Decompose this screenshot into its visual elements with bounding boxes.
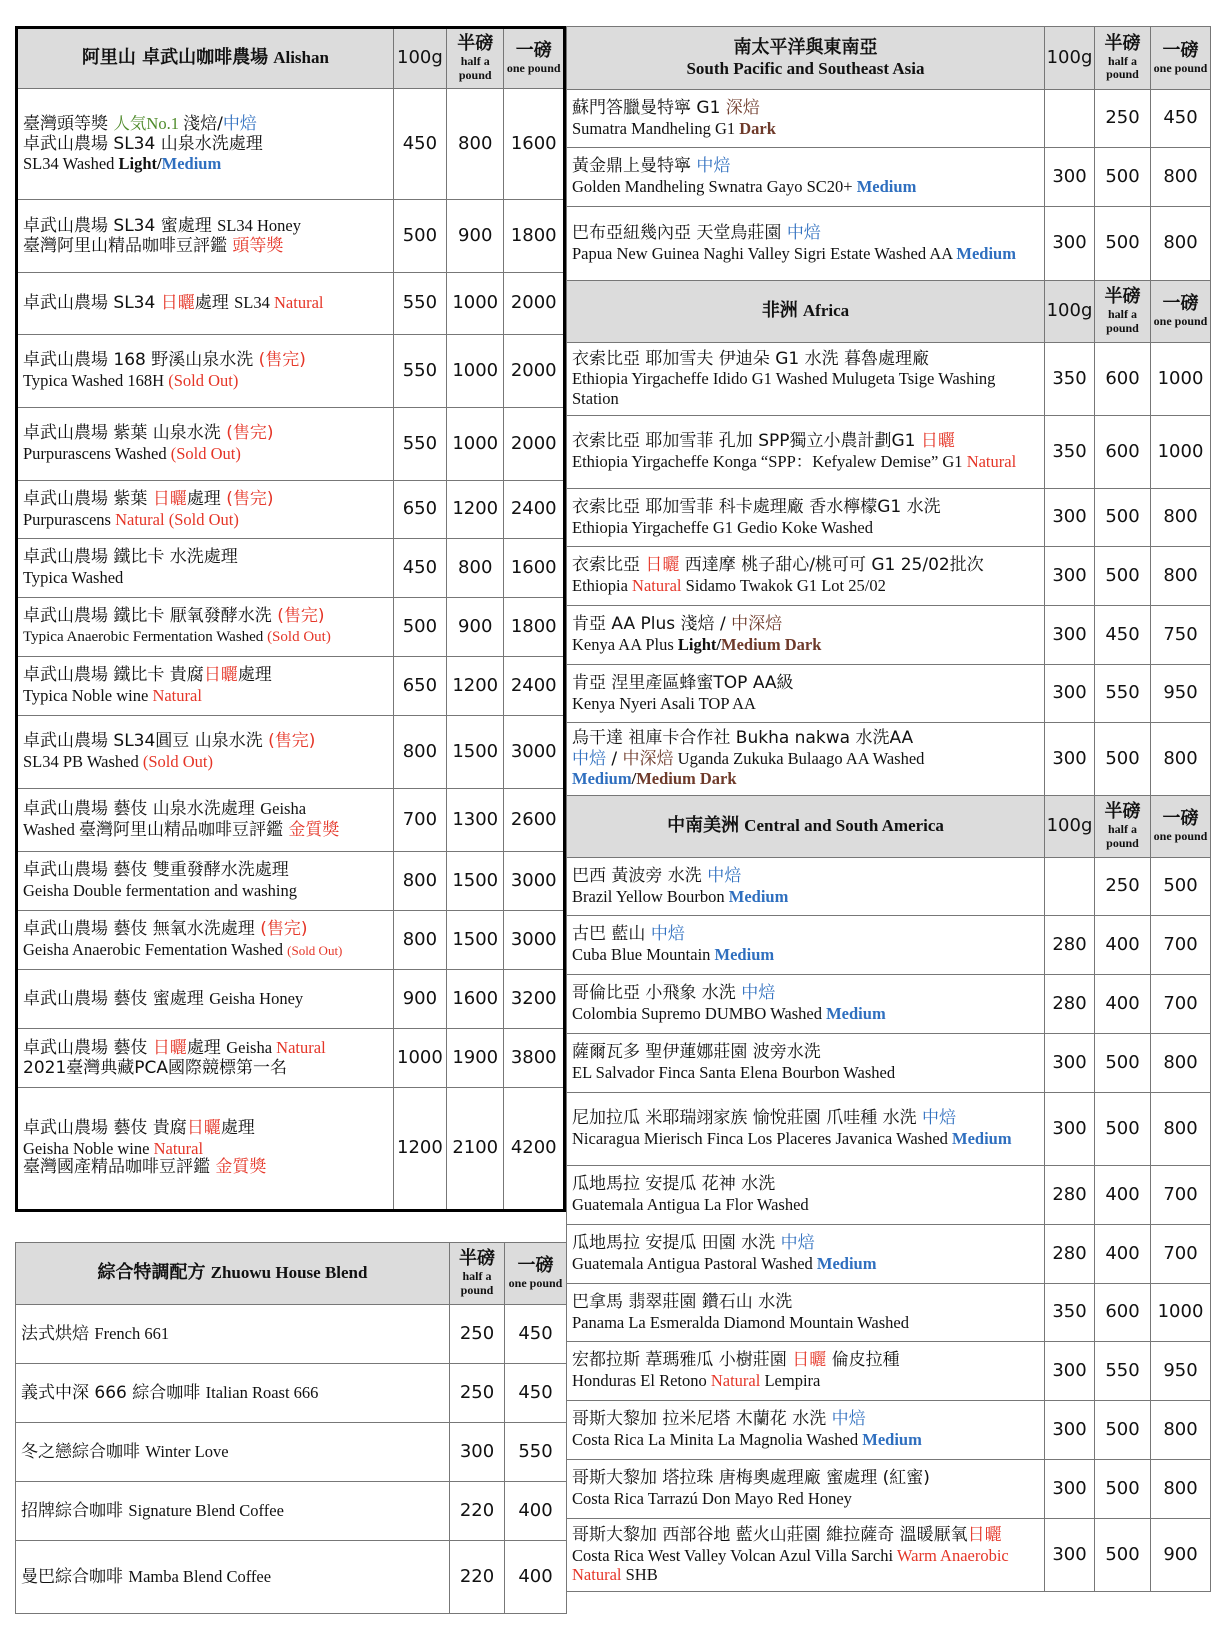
price-half: 400	[1095, 1225, 1151, 1284]
item-name: 衣索比亞 耶加雪菲 孔加 SPP獨立小農計劃G1 日曬 Ethiopia Yirgacheffe Konga “SPP：Kefyalew Demise” G1 Natural	[567, 416, 1045, 489]
price-100g: 300	[1045, 1342, 1095, 1401]
item-name: 義式中深 666 綜合咖啡 Italian Roast 666	[16, 1364, 450, 1423]
item-name: 古巴 藍山 中焙 Cuba Blue Mountain Medium	[567, 916, 1045, 975]
blend-title: 綜合特調配方 Zhuowu House Blend	[16, 1243, 450, 1305]
price-half: 1900	[447, 1029, 504, 1088]
item-name: 卓武山農場 藝伎 雙重發酵水洗處理 Geisha Double fermentation and washing	[17, 852, 394, 911]
price-half: 550	[1095, 1342, 1151, 1401]
table-row	[567, 1225, 1211, 1284]
price-half: 500	[1095, 1093, 1151, 1166]
price-half: 1200	[447, 481, 504, 539]
africa-header-row	[567, 281, 1211, 343]
table-row	[567, 723, 1211, 796]
price-100g: 550	[393, 273, 446, 335]
col-one-pound: 一磅 one pound	[504, 28, 565, 89]
item-name: 肯亞 涅里產區蜂蜜TOP AA級 Kenya Nyeri Asali TOP AA	[567, 665, 1045, 723]
col-100g: 100g	[1045, 796, 1095, 858]
price-100g: 350	[1045, 1284, 1095, 1342]
table-row	[567, 1460, 1211, 1519]
price-one: 700	[1151, 975, 1211, 1034]
table-row	[567, 916, 1211, 975]
price-half: 600	[1095, 343, 1151, 416]
price-100g: 650	[393, 481, 446, 539]
table-row	[567, 489, 1211, 547]
table-row	[567, 1093, 1211, 1166]
table-row	[17, 200, 565, 273]
price-one: 2600	[504, 789, 565, 852]
price-100g: 300	[1045, 547, 1095, 606]
item-name: 臺灣頭等獎 人気No.1 淺焙/中焙 卓武山農場 SL34 山泉水洗處理 SL34 Washed Light/Medium	[17, 89, 394, 200]
price-half: 500	[1095, 207, 1151, 281]
item-name: 卓武山農場 鐵比卡 水洗處理 Typica Washed	[17, 539, 394, 598]
price-100g: 350	[1045, 416, 1095, 489]
table-row	[16, 1541, 567, 1614]
price-one: 800	[1151, 1460, 1211, 1519]
item-name: 瓜地馬拉 安提瓜 花神 水洗 Guatemala Antigua La Flor Washed	[567, 1166, 1045, 1225]
item-name: 法式烘焙 French 661	[16, 1305, 450, 1364]
alishan-header-row	[17, 28, 565, 89]
item-name: 巴拿馬 翡翠莊園 鑽石山 水洗 Panama La Esmeralda Diamond Mountain Washed	[567, 1284, 1045, 1342]
table-row	[16, 1482, 567, 1541]
price-one: 3000	[504, 911, 565, 970]
price-one: 800	[1151, 547, 1211, 606]
item-name: 烏干達 祖庫卡合作社 Bukha nakwa 水洗AA 中焙 / 中深焙 Uganda Zukuka Bulaago AA Washed Medium/Medium Dark	[567, 723, 1045, 796]
table-row	[17, 539, 565, 598]
price-100g: 1200	[393, 1088, 446, 1211]
house-blend-table	[15, 1242, 567, 1614]
price-one: 2000	[504, 273, 565, 335]
item-name: 卓武山農場 SL34 日曬處理 SL34 Natural	[17, 273, 394, 335]
price-half: 500	[1095, 547, 1151, 606]
price-half: 250	[1095, 858, 1151, 916]
america-header-row	[567, 796, 1211, 858]
price-one: 950	[1151, 665, 1211, 723]
price-half: 1300	[447, 789, 504, 852]
item-name: 卓武山農場 藝伎 貴腐日曬處理 Geisha Noble wine Natural 臺灣國產精品咖啡豆評鑑 金質獎	[17, 1088, 394, 1211]
price-half: 1000	[447, 273, 504, 335]
table-row	[16, 1423, 567, 1482]
price-half: 1500	[447, 852, 504, 911]
price-one: 3800	[504, 1029, 565, 1088]
price-one: 3200	[504, 970, 565, 1029]
item-name: 卓武山農場 藝伎 山泉水洗處理 Geisha Washed 臺灣阿里山精品咖啡豆評鑑 金質獎	[17, 789, 394, 852]
price-one: 2400	[504, 657, 565, 716]
price-one: 3000	[504, 852, 565, 911]
price-100g: 280	[1045, 1166, 1095, 1225]
price-one: 800	[1151, 723, 1211, 796]
table-row	[17, 789, 565, 852]
table-row	[17, 408, 565, 481]
col-one-pound: 一磅 one pound	[1151, 27, 1211, 90]
price-half: 250	[450, 1305, 505, 1364]
price-half: 600	[1095, 1284, 1151, 1342]
price-half: 500	[1095, 1460, 1151, 1519]
table-row	[17, 273, 565, 335]
price-half: 1000	[447, 335, 504, 408]
price-100g: 300	[1045, 1401, 1095, 1460]
col-half-pound: 半磅 half a pound	[1095, 796, 1151, 858]
price-one: 2000	[504, 408, 565, 481]
item-name: 哥斯大黎加 西部谷地 藍火山莊園 維拉薩奇 溫暖厭氧日曬 Costa Rica West Valley Volcan Azul Villa Sarchi Warm Anaerobic Natural SHB	[567, 1519, 1045, 1592]
alishan-title: 阿里山 卓武山咖啡農場 Alishan	[17, 28, 394, 89]
item-name: 瓜地馬拉 安提瓜 田園 水洗 中焙 Guatemala Antigua Pastoral Washed Medium	[567, 1225, 1045, 1284]
item-name: 卓武山農場 藝伎 蜜處理 Geisha Honey	[17, 970, 394, 1029]
table-row	[17, 1029, 565, 1088]
blend-header-row	[16, 1243, 567, 1305]
price-100g: 650	[393, 657, 446, 716]
item-name: 哥斯大黎加 塔拉珠 唐梅奧處理廠 蜜處理 (紅蜜) Costa Rica Tarrazú Don Mayo Red Honey	[567, 1460, 1045, 1519]
price-100g: 550	[393, 408, 446, 481]
price-one: 550	[505, 1423, 567, 1482]
price-half: 800	[447, 539, 504, 598]
item-name: 黃金鼎上曼特寧 中焙 Golden Mandheling Swnatra Gayo SC20+ Medium	[567, 148, 1045, 207]
item-name: 卓武山農場 鐵比卡 厭氧發酵水洗 (售完) Typica Anaerobic Fermentation Washed (Sold Out)	[17, 598, 394, 657]
price-one: 800	[1151, 207, 1211, 281]
price-half: 220	[450, 1482, 505, 1541]
col-100g: 100g	[1045, 27, 1095, 90]
table-row	[567, 207, 1211, 281]
item-name: 尼加拉瓜 米耶瑞翊家族 愉悅莊園 爪哇種 水洗 中焙 Nicaragua Mierisch Finca Los Placeres Javanica Washed Medium	[567, 1093, 1045, 1166]
price-100g: 300	[1045, 606, 1095, 665]
price-one: 900	[1151, 1519, 1211, 1592]
price-one: 500	[1151, 858, 1211, 916]
price-100g: 280	[1045, 1225, 1095, 1284]
table-row	[567, 416, 1211, 489]
price-100g: 280	[1045, 916, 1095, 975]
price-half: 250	[450, 1364, 505, 1423]
item-name: 卓武山農場 藝伎 無氧水洗處理 (售完) Geisha Anaerobic Fementation Washed (Sold Out)	[17, 911, 394, 970]
col-100g: 100g	[1045, 281, 1095, 343]
price-one: 400	[505, 1482, 567, 1541]
table-row	[567, 1401, 1211, 1460]
table-row	[567, 547, 1211, 606]
price-100g: 800	[393, 716, 446, 789]
price-half: 400	[1095, 916, 1151, 975]
price-half: 400	[1095, 975, 1151, 1034]
price-100g: 700	[393, 789, 446, 852]
price-one: 1000	[1151, 416, 1211, 489]
price-100g: 800	[393, 852, 446, 911]
price-one: 800	[1151, 1093, 1211, 1166]
col-half-pound: 半磅 half a pound	[1095, 281, 1151, 343]
table-row	[17, 911, 565, 970]
price-one: 700	[1151, 916, 1211, 975]
price-half: 500	[1095, 148, 1151, 207]
price-one: 1600	[504, 89, 565, 200]
price-100g: 500	[393, 200, 446, 273]
table-row	[17, 481, 565, 539]
col-one-pound: 一磅 one pound	[505, 1243, 567, 1305]
price-100g	[1045, 90, 1095, 148]
pacific-header-row	[567, 27, 1211, 90]
item-name: 巴西 黃波旁 水洗 中焙 Brazil Yellow Bourbon Medium	[567, 858, 1045, 916]
price-half: 1200	[447, 657, 504, 716]
price-one: 800	[1151, 148, 1211, 207]
price-one: 700	[1151, 1225, 1211, 1284]
price-100g: 550	[393, 335, 446, 408]
price-100g: 900	[393, 970, 446, 1029]
table-row	[567, 90, 1211, 148]
price-100g: 300	[1045, 207, 1095, 281]
price-one: 1600	[504, 539, 565, 598]
item-name: 卓武山農場 168 野溪山泉水洗 (售完) Typica Washed 168H (Sold Out)	[17, 335, 394, 408]
price-one: 800	[1151, 1034, 1211, 1093]
price-one: 1000	[1151, 343, 1211, 416]
item-name: 肯亞 AA Plus 淺焙 / 中深焙 Kenya AA Plus Light/Medium Dark	[567, 606, 1045, 665]
table-row	[17, 657, 565, 716]
price-100g: 350	[1045, 343, 1095, 416]
price-half: 300	[450, 1423, 505, 1482]
table-row	[567, 148, 1211, 207]
item-name: 哥倫比亞 小飛象 水洗 中焙 Colombia Supremo DUMBO Washed Medium	[567, 975, 1045, 1034]
price-100g: 280	[1045, 975, 1095, 1034]
table-row	[567, 665, 1211, 723]
table-row	[567, 858, 1211, 916]
price-one: 1800	[504, 200, 565, 273]
price-one: 450	[505, 1364, 567, 1423]
price-half: 500	[1095, 723, 1151, 796]
item-name: 冬之戀綜合咖啡 Winter Love	[16, 1423, 450, 1482]
price-one: 800	[1151, 489, 1211, 547]
price-one: 800	[1151, 1401, 1211, 1460]
price-half: 550	[1095, 665, 1151, 723]
item-name: 衣索比亞 耶加雪夫 伊迪朵 G1 水洗 暮魯處理廠 Ethiopia Yirgacheffe Idido G1 Washed Mulugeta Tsige Washing Station	[567, 343, 1045, 416]
table-row	[17, 852, 565, 911]
price-100g: 500	[393, 598, 446, 657]
table-row	[567, 343, 1211, 416]
price-half: 500	[1095, 489, 1151, 547]
price-100g: 300	[1045, 148, 1095, 207]
item-name: 卓武山農場 SL34 蜜處理 SL34 Honey 臺灣阿里山精品咖啡豆評鑑 頭等獎	[17, 200, 394, 273]
table-row	[567, 1284, 1211, 1342]
item-name: 衣索比亞 耶加雪菲 科卡處理廠 香水檸檬G1 水洗 Ethiopia Yirgacheffe G1 Gedio Koke Washed	[567, 489, 1045, 547]
price-half: 2100	[447, 1088, 504, 1211]
item-name: 卓武山農場 藝伎 日曬處理 Geisha Natural 2021臺灣典藏PCA國際競標第一名	[17, 1029, 394, 1088]
africa-title: 非洲 Africa	[567, 281, 1045, 343]
price-100g: 450	[393, 89, 446, 200]
item-name: 薩爾瓦多 聖伊蓮娜莊園 波旁水洗 EL Salvador Finca Santa Elena Bourbon Washed	[567, 1034, 1045, 1093]
america-title: 中南美洲 Central and South America	[567, 796, 1045, 858]
price-half: 500	[1095, 1519, 1151, 1592]
price-one: 450	[1151, 90, 1211, 148]
price-half: 500	[1095, 1401, 1151, 1460]
price-half: 600	[1095, 416, 1151, 489]
price-one: 1800	[504, 598, 565, 657]
price-100g: 300	[1045, 1034, 1095, 1093]
table-row	[17, 335, 565, 408]
alishan-price-table	[15, 26, 566, 1212]
item-name: 巴布亞紐幾內亞 天堂鳥莊園 中焙 Papua New Guinea Naghi Valley Sigri Estate Washed AA Medium	[567, 207, 1045, 281]
price-one: 1000	[1151, 1284, 1211, 1342]
pacific-title: 南太平洋與東南亞 South Pacific and Southeast Asia	[567, 27, 1045, 90]
price-100g: 800	[393, 911, 446, 970]
table-row	[567, 975, 1211, 1034]
table-row	[17, 970, 565, 1029]
item-name: 蘇門答臘曼特寧 G1 深焙 Sumatra Mandheling G1 Dark	[567, 90, 1045, 148]
table-row	[16, 1305, 567, 1364]
table-row	[567, 1166, 1211, 1225]
price-half: 500	[1095, 1034, 1151, 1093]
price-100g: 450	[393, 539, 446, 598]
table-row	[17, 598, 565, 657]
item-name: 招牌綜合咖啡 Signature Blend Coffee	[16, 1482, 450, 1541]
origins-price-table	[566, 26, 1211, 1592]
price-half: 800	[447, 89, 504, 200]
price-half: 900	[447, 200, 504, 273]
price-100g: 300	[1045, 1093, 1095, 1166]
price-half: 1500	[447, 716, 504, 789]
price-half: 220	[450, 1541, 505, 1614]
price-100g	[1045, 858, 1095, 916]
price-one: 4200	[504, 1088, 565, 1211]
price-one: 950	[1151, 1342, 1211, 1401]
table-row	[567, 1034, 1211, 1093]
price-one: 450	[505, 1305, 567, 1364]
price-100g: 300	[1045, 665, 1095, 723]
item-name: 卓武山農場 紫葉 山泉水洗 (售完) Purpurascens Washed (Sold Out)	[17, 408, 394, 481]
price-half: 900	[447, 598, 504, 657]
item-name: 卓武山農場 SL34圓豆 山泉水洗 (售完) SL34 PB Washed (Sold Out)	[17, 716, 394, 789]
price-one: 400	[505, 1541, 567, 1614]
col-one-pound: 一磅 one pound	[1151, 281, 1211, 343]
table-row	[567, 1342, 1211, 1401]
table-row	[16, 1364, 567, 1423]
price-one: 750	[1151, 606, 1211, 665]
price-100g: 300	[1045, 723, 1095, 796]
price-100g: 300	[1045, 1460, 1095, 1519]
table-row	[567, 1519, 1211, 1592]
price-half: 1600	[447, 970, 504, 1029]
item-name: 哥斯大黎加 拉米尼塔 木蘭花 水洗 中焙 Costa Rica La Minita La Magnolia Washed Medium	[567, 1401, 1045, 1460]
table-row	[17, 716, 565, 789]
table-row	[17, 89, 565, 200]
table-row	[567, 606, 1211, 665]
price-one: 2400	[504, 481, 565, 539]
price-half: 250	[1095, 90, 1151, 148]
price-half: 450	[1095, 606, 1151, 665]
price-half: 1000	[447, 408, 504, 481]
item-name: 宏都拉斯 葦瑪雅瓜 小樹莊園 日曬 倫皮拉種 Honduras El Retono Natural Lempira	[567, 1342, 1045, 1401]
price-100g: 1000	[393, 1029, 446, 1088]
item-name: 卓武山農場 鐵比卡 貴腐日曬處理 Typica Noble wine Natural	[17, 657, 394, 716]
price-one: 2000	[504, 335, 565, 408]
price-100g: 300	[1045, 489, 1095, 547]
col-half-pound: 半磅 half a pound	[1095, 27, 1151, 90]
price-half: 1500	[447, 911, 504, 970]
price-100g: 300	[1045, 1519, 1095, 1592]
item-name: 衣索比亞 日曬 西達摩 桃子甜心/桃可可 G1 25/02批次 Ethiopia Natural Sidamo Twakok G1 Lot 25/02	[567, 547, 1045, 606]
price-one: 3000	[504, 716, 565, 789]
col-100g: 100g	[393, 28, 446, 89]
col-half-pound: 半磅 half a pound	[447, 28, 504, 89]
price-half: 400	[1095, 1166, 1151, 1225]
col-half-pound: 半磅 half a pound	[450, 1243, 505, 1305]
price-one: 700	[1151, 1166, 1211, 1225]
item-name: 卓武山農場 紫葉 日曬處理 (售完) Purpurascens Natural (Sold Out)	[17, 481, 394, 539]
item-name: 曼巴綜合咖啡 Mamba Blend Coffee	[16, 1541, 450, 1614]
col-one-pound: 一磅 one pound	[1151, 796, 1211, 858]
table-row	[17, 1088, 565, 1211]
